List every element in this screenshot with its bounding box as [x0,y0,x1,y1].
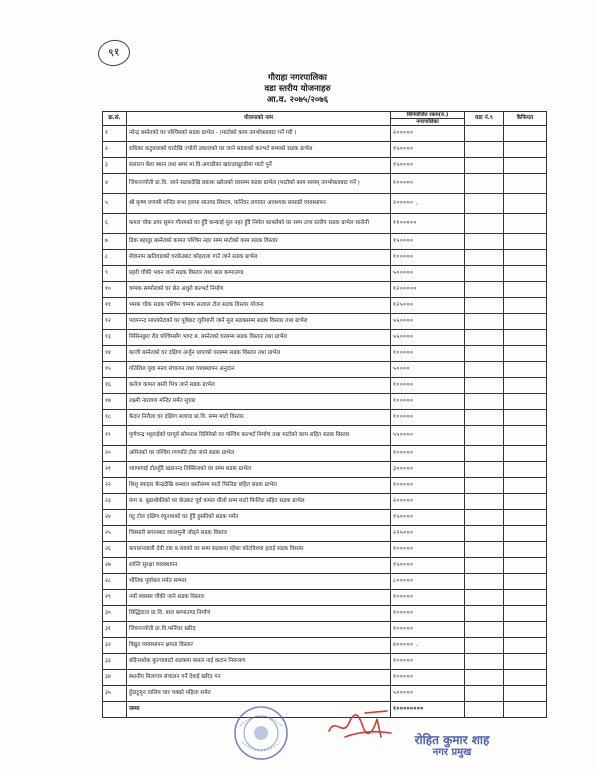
cell-ward [465,126,504,142]
cell-ward [465,494,504,510]
cell-remarks [504,462,547,478]
cell-plan-name: केदार निरौला घर दक्षिण बजगड प्रा.वि. सम्म माटो विस्तार [127,410,391,426]
cell-ward [465,654,504,670]
cell-amount: १००००० [391,378,465,394]
cell-plan-name: चिस्सारी बगानबाट व्यालमुनी जोड्ने सडक विस्तार [127,526,391,542]
cell-amount: १००००० [391,174,465,194]
header-amount-sub: नगरपालिका [391,118,464,125]
header-plan-name: योजनाको नाम [127,112,391,126]
cell-amount: १५०००० [391,558,465,574]
cell-amount: १२५००० [391,298,465,314]
cell-amount: ५००००० [391,266,465,282]
document-title: वडा स्तरीय योजनाहरु [264,84,331,94]
table-row [103,494,547,510]
cell-amount: ३००००० [391,462,465,478]
cell-remarks [504,558,547,574]
cell-ward [465,526,504,542]
cell-ward [465,378,504,394]
cell-ward [465,250,504,266]
cell-remarks [504,298,547,314]
cell-sn: ३१ [103,622,127,638]
cell-remarks [504,526,547,542]
cell-plan-name: भमक चोक सडक पश्चिम चम्पक सत्याल टोल सडक विस्तार योजना [127,298,391,314]
cell-sn: १४ [103,346,127,362]
cell-amount: १००००० [391,478,465,494]
cell-remarks [504,446,547,462]
table-row [103,410,547,426]
cell-amount: १५०००० [391,142,465,158]
cell-sn: १६ [103,378,127,394]
cell-ward [465,478,504,494]
cell-ward [465,394,504,410]
cell-ward [465,194,504,214]
cell-remarks [504,142,547,158]
cell-amount: ५५०००० [391,330,465,346]
cell-plan-name: लक्ष्मी नारायण मन्दिर मर्मत सुधार [127,394,391,410]
cell-ward [465,346,504,362]
cell-sn: २१ [103,462,127,478]
cell-plan-name: श्री कृष्ण प्रणामी मन्दिर सभा हलमा साउण्ड सिस्टम, फर्निचर लगायत आवश्यक सामाग्री व्यवस्थापन [127,194,391,214]
cell-remarks [504,282,547,298]
cell-ward [465,558,504,574]
cell-plan-name: मिसिनछुरा रोड पश्चिमसँग भाप्ट ब. बस्नेतको घरसम्म सडक विस्तार तथा ग्राभेल [127,330,391,346]
cell-sn: ३० [103,606,127,622]
cell-sn: १७ [103,394,127,410]
cell-sn: २० [103,446,127,462]
cell-amount: २००००० [391,126,465,142]
cell-plan-name: हुँडाटुमुन तालिम चार चक्को महिला समेत [127,686,391,702]
table-row [103,654,547,670]
table-row [103,606,547,622]
cell-ward [465,314,504,330]
table-row [103,510,547,526]
cell-remarks [504,314,547,330]
cell-amount: ५५०००० [391,314,465,330]
cell-ward [465,638,504,654]
cell-ward [465,590,504,606]
table-row [103,330,547,346]
cell-sn: ३५ [103,686,127,702]
cell-remarks [504,686,547,702]
cell-sn: १० [103,282,127,298]
table-row [103,158,547,174]
cell-remarks [504,362,547,378]
cell-sn: १९ [103,426,127,446]
cell-amount: ५००००० [391,686,465,702]
cell-sn: १५ [103,362,127,378]
cell-plan-name: पूर्णचन्द्र भट्टराईको घरपूर्व सोमनाथ घिमिरेको घर पश्चिम कल्भर्ट निर्माण तथा माटोको काम सहित सडक विस्तार [127,426,391,446]
cell-amount: १००००० [391,394,465,410]
cell-remarks [504,494,547,510]
table-row [103,558,547,574]
cell-remarks [504,194,547,214]
table-row [103,426,547,446]
cell-ward [465,174,504,194]
table-row [103,298,547,314]
cell-ward [465,462,504,478]
cell-amount: १२००००० [391,282,465,298]
cell-plan-name: कमल चोक डगर सुमन गौतमको घर हुँदै कन्काई मुल नहर हुँदै निर्मल काफ्लेको घर सम्म उच्च स्तरीय सडक ग्राभेल सारोनी [127,214,391,234]
cell-remarks [504,510,547,526]
table-row [103,362,547,378]
cell-plan-name: सिद्धिदाता प्रा.वि. बाल कम्पाउण्ड निर्माण [127,606,391,622]
cell-plan-name: पदमनन्द सापकोटाको घर पूर्वबाट जुरीयानी जाने मुल सडकसम्म सडक विस्तार तथा ग्राभेल [127,314,391,330]
cell-ward [465,214,504,234]
handwritten-signature [325,707,395,741]
cell-remarks [504,638,547,654]
cell-amount: १५०००० [391,234,465,250]
table-row [103,314,547,330]
cell-remarks [504,346,547,362]
cell-ward [465,298,504,314]
signatory [392,733,512,759]
cell-plan-name: भौतिक पूर्वाधार मर्मत सम्भार [127,574,391,590]
cell-amount: २००००० [391,494,465,510]
table-row [103,174,547,194]
cell-ward [465,282,504,298]
municipality-seal [232,704,290,762]
cell-sn: २६ [103,542,127,558]
cell-amount: १००००० [391,606,465,622]
cell-plan-name: राधिका कटुवालको घरदेखि ज्योती डकालको घर जाने सडकको कल्भर्ट सम्मको सडक ग्राभेल [127,142,391,158]
cell-plan-name: जिवनज्योती प्रा.वि. जाने सडकदेखि प्रकाश खरेलको घरसम्म सडक ग्राभेल (माटोको काम स्वयम् उपभोक्ताबाट गर्ने ) [127,174,391,194]
total-label: जम्मा [127,702,391,718]
total-amount: १०००००००० [391,702,465,718]
table-row [103,590,547,606]
cell-sn: ३४ [103,670,127,686]
cell-ward [465,234,504,250]
header-remarks: कैफियत [504,112,547,126]
cell-remarks [504,426,547,446]
cell-remarks [504,654,547,670]
table-row [103,266,547,282]
page-number-mark: ९१ [96,38,131,68]
cell-sn: ८ [103,250,127,266]
cell-sn: १८ [103,410,127,426]
cell-plan-name: कलेज कामत बस्ती भित्र जाने सडक ग्राभेल [127,378,391,394]
cell-remarks [504,606,547,622]
cell-remarks [504,158,547,174]
header-ward: वडा नं.९ [465,112,504,126]
cell-plan-name: सेवानाम खतिवडाको घरछेउबाट कोइराला गाउँ जाने सडक ग्राभेल [127,250,391,266]
cell-amount: १५०००० [391,510,465,526]
cell-sn: २४ [103,510,127,526]
cell-amount: ५०००० [391,362,465,378]
signatory-name: रोहित कुमार शाह [414,733,490,747]
cell-remarks [504,214,547,234]
cell-remarks [504,330,547,346]
cell-plan-name: शिशु स्याहार केन्द्रदेखि सन्थाल बस्तीसम्म माटो फिलिङ सहित सडक ग्राभेल [127,478,391,494]
table-row [103,250,547,266]
cell-sn: १ [103,126,127,142]
table-row [103,378,547,394]
municipality-name: गौराहा नगरपालिका [267,73,328,83]
cell-ward [465,670,504,686]
cell-ward [465,574,504,590]
table-row [103,670,547,686]
cell-sn: ३ [103,158,127,174]
cell-amount: २२५००० [391,526,465,542]
cell-plan-name: कपालनवाली देवी टक ब.रायको घर सम्म सडकमा रहेका कोटविरुवा हटाई सडक विस्तार [127,542,391,558]
cell-ward [465,510,504,526]
table-row [103,194,547,214]
cell-plan-name: चम्पक सम्पोलको घर छेउ अधुरो कल्भर्ट निर्माण [127,282,391,298]
cell-sn: ११ [103,298,127,314]
cell-plan-name: बाँदेनाथोक कुल्चाबाटो सडकमा कमल नाई कटान नियन्त्रण [127,654,391,670]
cell-remarks [504,478,547,494]
cell-plan-name: च्यापागाई टोलहुँदै खडानन्द तिम्सिनाको घर सम्म सडक ग्राभेल [127,462,391,478]
cell-amount: ८००००० [391,574,465,590]
cell-plan-name: काजी बस्नेतको घर दक्षिण अर्जुन थापाको घरसम्म सडक विस्तार तथा ग्राभेल [127,346,391,362]
cell-remarks [504,622,547,638]
cell-ward [465,702,504,718]
cell-ward [465,410,504,426]
cell-amount: १००००० [391,542,465,558]
table-row [103,126,547,142]
cell-amount: १५०००० [391,158,465,174]
cell-amount: १००००० [391,670,465,686]
fiscal-year: आ.व. २०७५/२०७६ [266,95,329,105]
cell-amount: ५५०००० [391,426,465,446]
table-row [103,346,547,362]
table-header-row [103,112,547,126]
table-row [103,446,547,462]
cell-plan-name: नयाँ स्वास्थ्य चौकी जाने सडक विस्तार [127,590,391,606]
cell-plan-name: याम ब. बुढाथोकीको घर छेउबाट पूर्व कमल धौलो सम्म माटो फिलिङ सहित सडक ग्राभेल [127,494,391,510]
cell-amount: १००००० [391,250,465,266]
cell-sn [103,702,127,718]
cell-sn: ३३ [103,654,127,670]
cell-plan-name: अमिनको घर पश्चिम गणपति टोल जाने सडक ग्राभेल [127,446,391,462]
header-sn: क्र.सं. [103,112,127,126]
cell-remarks [504,590,547,606]
table-row [103,282,547,298]
cell-remarks [504,542,547,558]
cell-plan-name: प्रहरी चौकी भवन जाने सडक विस्तार तथा बाल कम्पाउण्ड [127,266,391,282]
document-header [0,73,595,106]
table-row [103,526,547,542]
cell-remarks [504,174,547,194]
cell-amount: २००००० . [391,194,465,214]
plans-table [102,111,547,718]
table-row [103,214,547,234]
table-row [103,638,547,654]
table-row [103,462,547,478]
cell-ward [465,622,504,638]
cell-ward [465,446,504,462]
cell-sn: २५ [103,526,127,542]
cell-plan-name: पटु टोल दक्षिण रघुनाथको घर हुँदै हुस्कीको सडक मर्मत [127,510,391,526]
table-row [103,622,547,638]
cell-ward [465,426,504,446]
header-amount [391,112,465,126]
cell-sn: ६ [103,214,127,234]
cell-plan-name: शान्ति सुरक्षा व्यवस्थापन [127,558,391,574]
cell-sn: ९ [103,266,127,282]
cell-ward [465,158,504,174]
cell-ward [465,362,504,378]
cell-ward [465,142,504,158]
cell-amount: १००००० [391,622,465,638]
cell-sn: १३ [103,330,127,346]
header-amount-label: विनियोजित रकम(रु.) [406,112,449,118]
cell-sn: ७ [103,234,127,250]
cell-ward [465,686,504,702]
cell-remarks [504,250,547,266]
cell-sn: २३ [103,494,127,510]
table-row [103,234,547,250]
cell-amount: ४००००० . [391,638,465,654]
cell-amount: १००००० [391,590,465,606]
cell-sn: २ [103,142,127,158]
cell-plan-name: स्थानीय मिलापत्र संचालन गर्ने देवाई खरिद गन [127,670,391,686]
cell-sn: ३२ [103,638,127,654]
cell-remarks [504,702,547,718]
cell-ward [465,266,504,282]
cell-remarks [504,378,547,394]
cell-remarks [504,574,547,590]
cell-remarks [504,266,547,282]
cell-sn: १२ [103,314,127,330]
cell-ward [465,542,504,558]
cell-amount: १००००० [391,346,465,362]
table-row [103,142,547,158]
cell-amount: ११००००० [391,214,465,234]
cell-amount: १००००० [391,446,465,462]
table-row [103,542,547,558]
table-row [103,394,547,410]
cell-sn: २९ [103,590,127,606]
cell-amount: १००००० [391,410,465,426]
cell-sn: ५ [103,194,127,214]
signatory-title: नगर प्रमुख [432,747,472,758]
cell-plan-name: डिक बहादुर बस्नेतको कामत पश्चिम नहर सम्म माटोको काम सडक विस्तार [127,234,391,250]
cell-plan-name: सलाल्न बेला स्थान तथा श्रमर मा.वि.अगाडीका खाल्डाखुल्डीमा माटो पुर्ने [127,158,391,174]
cell-remarks [504,126,547,142]
cell-plan-name: गतिशिल युवा मनव संचालन तथा व्यवस्थापन अनुदान [127,362,391,378]
cell-amount: १००००० [391,654,465,670]
cell-plan-name: जिवनज्योती प्रा.वि.फर्निचर खरिद [127,622,391,638]
cell-remarks [504,394,547,410]
cell-plan-name: विद्युत व्यवस्थापन क्षमता विस्तार [127,638,391,654]
cell-sn: २८ [103,574,127,590]
table-row [103,574,547,590]
cell-sn: २२ [103,478,127,494]
cell-ward [465,330,504,346]
cell-ward [465,606,504,622]
table-row [103,686,547,702]
cell-remarks [504,410,547,426]
cell-remarks [504,234,547,250]
cell-plan-name: नरेन्द्र बस्नेतको घर पश्चिमको सडक ग्राभेल - (माटोको काम उपभोक्ताबाट गर्ने गरी ) [127,126,391,142]
cell-sn: २७ [103,558,127,574]
table-row [103,478,547,494]
cell-remarks [504,670,547,686]
cell-sn: ४ [103,174,127,194]
